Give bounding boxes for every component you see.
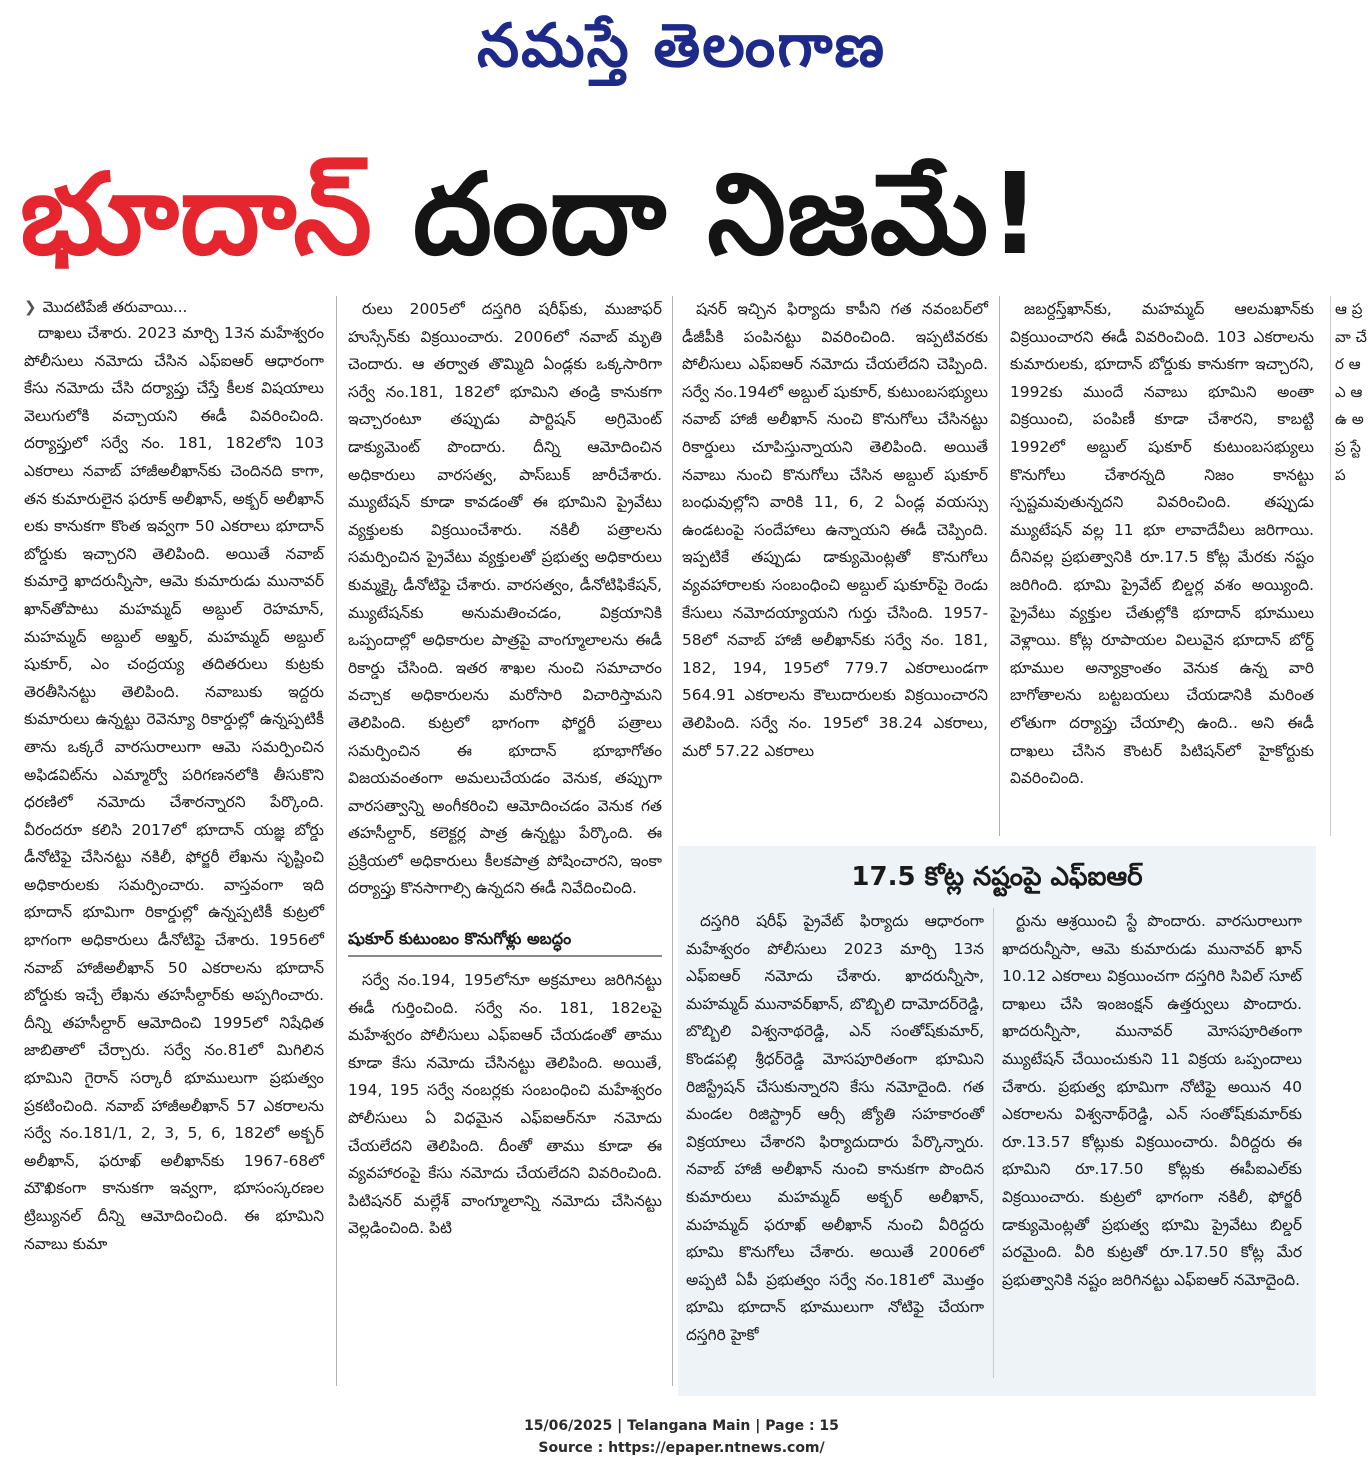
article-column-2 (348, 296, 662, 1386)
headline-black-part: దందా నిజమే! (412, 150, 1042, 280)
column-divider (672, 296, 673, 1386)
column-2-paragraph-2: సర్వే నం.194, 195లోనూ అక్రమాలు జరిగినట్టు ఈడీ గుర్తించింది. సర్వే నం. 181, 182లపై మహేశ్వరం పోలీసులు ఎఫ్‌ఐఆర్ చేయడంతో తాము కూడా కేసు నమోదు చేసినట్టు తెలిపింది. అయితే, 194, 195 సర్వే నంబర్లకు సంబంధించి మహేశ్వరం పోలీసులు ఏ విధమైన ఎఫ్‌ఐఆర్‌నూ నమోదు చేయలేదని తెలిపింది. దీంతో తాము కూడా ఈ వ్యవహారంపై కేసు నమోదు చేయలేదని వివరించింది. పిటిషనర్ మల్లేశ్ వాంగ్మూలాన్ని నమోదు చేసినట్టు వెల్లడించింది. పిటి (348, 971, 662, 1238)
column-1-paragraph: దాఖలు చేశారు. 2023 మార్చి 13న మహేశ్వరం పోలీసులు నమోదు చేసిన ఎఫ్‌ఐఆర్ ఆధారంగా కేసు నమోదు చేసి దర్యాప్తు చేస్తే కీలక విషయాలు వెలుగులోకి వచ్చాయని ఈడీ వివరించింది. దర్యాప్తులో సర్వే నం. 181, 182లోని 103 ఎకరాలు నవాబ్ హాజీఅలీఖాన్‌కు చెందినది కాగా, తన కుమారులైన ఫరూక్ అలీఖాన్, అక్బర్ అలీఖాన్ లకు కానుకగా కొంత ఇవ్వగా 50 ఎకరాలు భూదాన్ బోర్డుకు ఇచ్చారని తెలిపింది. అయితే నవాబ్ కుమార్తె ఖాదరున్నీసా, ఆమె కుమారుడు మునావర్ ఖాన్‌తోపాటు మహమ్మద్ అబ్దుల్ రెహమాన్, మహమ్మద్ అబ్దుల్ అఖ్తర్, మహమ్మద్ అబ్దుల్ షుకూర్, ఎం చంద్రయ్య తదితరులు కుట్రకు తెరతీసినట్టు తెలిపింది. నవాబుకు ఇద్దరు కుమారులు ఉన్నట్టు రెవెన్యూ రికార్డుల్లో ఉన్నప్పటికీ తాను ఒక్కరే వారసురాలుగా ఆమె సమర్పించిన అఫిడవిట్‌ను ఎమ్మార్వో పరిగణనలోకి తీసుకొని ధరణిలో నమోదు చేశారన్నారని పేర్కొంది. వీరందరూ కలిసి 2017లో భూదాన్ యజ్ఞ బోర్డు డీనోటిఫై చేసినట్టు నకిలీ, ఫోర్జరీ లేఖను సృష్టించి అధికారులకు సమర్పించారు. వాస్తవంగా ఇది భూదాన్ భూమిగా రికార్డుల్లో ఉన్నప్పటికీ కుట్రలో భాగంగా అధికారులు డీనోటిఫై చేశారు. 1956లో నవాబ్ హాజీఅలీఖాన్ 50 ఎకరాలను భూదాన్ బోర్డుకు ఇచ్చే లేఖను తహసీల్దార్‌కు అప్పగించారు. దీన్ని తహసీల్దార్ ఆమోదించి 1995లో నిషేధిత జాబితాలో చేర్చారు. సర్వే నం.81లో మిగిలిన భూమిని గైరాన్ సర్కారీ భూములుగా ప్రభుత్వం ప్రకటించింది. నవాబ్ హాజీఅలీఖాన్ 57 ఎకరాలను సర్వే నం.181/1, 2, 3, 5, 6, 182లో అక్బర్ అలీఖాన్, ఫరూఖ్ అలీఖాన్‌కు 1967-68లో మౌఖికంగా కానుకగా ఇవ్వగా, భూసంస్కరణల ట్రిబ్యునల్ దీన్ని ఆమోదించింది. ఈ భూమిని నవాబు కుమా (24, 324, 324, 1253)
sidebar-box-title: 17.5 కోట్ల నష్టంపై ఎఫ్‌ఐఆర్ (851, 862, 1143, 892)
column-divider (336, 296, 337, 1386)
column-2-paragraph-1: రులు 2005లో దస్తగిరి షరీఫ్‌కు, ముజాఫర్ హుస్సేన్‌కు విక్రయించారు. 2006లో నవాబ్ మృతి చెందారు. ఆ తర్వాత తొమ్మిది ఏండ్లకు ఒక్కసారిగా సర్వే నం.181, 182లో భూమిని తండ్రి కానుకగా ఇచ్చారంటూ తప్పుడు పార్టిషన్ అగ్రిమెంట్ డాక్యుమెంట్ పొందారు. దీన్ని ఆమోదించిన అధికారులు వారసత్వ, పాస్‌బుక్ జారీచేశారు. మ్యుటేషన్ కూడా కావడంతో ఈ భూమిని ప్రైవేటు వ్యక్తులకు విక్రయించేశారు. నకిలీ పత్రాలను సమర్పించిన ప్రైవేటు వ్యక్తులతో ప్రభుత్వ అధికారులు కుమ్మక్కై డీనోటిఫై చేశారు. వారసత్వం, డీనోటిఫికేషన్, మ్యుటేషన్‌కు అనుమతించడం, విక్రయానికి ఒప్పందాల్లో అధికారుల పాత్రపై వాంగ్మూలాలను ఈడీ రికార్డు చేసింది. ఇతర శాఖల నుంచి సమాచారం వచ్చాక అధికారులను మరోసారి విచారిస్తామని తెలిపింది. కుట్రలో భాగంగా ఫోర్జరీ పత్రాలు సమర్పించిన ఈ భూదాన్ భూభాగోతం విజయవంతంగా అమలుచేయడం వెనుక, తప్పుగా వారసత్వాన్ని అంగీకరించి ఆమోదించడం వెనుక గత తహసీల్దార్, కలెక్టర్ల పాత్ర ఉన్నట్టు పేర్కొంది. ఈ ప్రక్రియలో అధికారులు కీలకపాత్ర పోషించారని, ఇంకా దర్యాప్తు కొనసాగాల్సి ఉన్నదని ఈడీ నివేదించింది. (348, 300, 662, 898)
sidebar-box-column-2 (1002, 908, 1302, 1388)
column-3-paragraph: షనర్ ఇచ్చిన ఫిర్యాదు కాపీని గత నవంబర్‌లో డీజీపీకి పంపినట్టు వివరించింది. ఇప్పటివరకు పోలీసులు ఎఫ్‌ఐఆర్ నమోదు చేయలేదని చెప్పింది. సర్వే నం.194లో అబ్దుల్ షుకూర్, కుటుంబసభ్యులు నవాబ్ హాజీ అలీఖాన్ నుంచి కొనుగోలు చేసినట్టు రికార్డులు చూపిస్తున్నాయని తెలిపింది. అయితే నవాబు నుంచి కొనుగోలు చేసిన అబ్దుల్ షుకూర్ బంధువుల్లోని వారికి 11, 6, 2 ఏండ్ల వయస్సు ఉండటంపై సందేహాలు ఉన్నాయని ఈడీ చెప్పింది. ఇప్పటికే తప్పుడు డాక్యుమెంట్లతో కొనుగోలు వ్యవహారాలకు సంబంధించి అబ్దుల్ షుకూర్‌పై రెండు కేసులు నమోదయ్యాయని గుర్తు చేసింది. 1957-58లో నవాబ్ హాజీ అలీఖాన్‌కు సర్వే నం. 181, 182, 194, 195లో 779.7 ఎకరాలుండగా 564.91 ఎకరాలను కౌలుదారులకు విక్రయించారని తెలిపింది. సర్వే నం. 195లో 38.24 ఎకరాలు, మరో 57.22 ఎకరాలు (682, 300, 988, 760)
article-column-1 (24, 296, 324, 1386)
article-column-3 (682, 296, 988, 836)
sidebar-box-paragraph-2: ర్టును ఆశ్రయించి స్టే పొందారు. వారసురాలుగా ఖాదరున్నీసా, ఆమె కుమారుడు మునావర్ ఖాన్ 10.12 ఎకరాలు విక్రయించగా దస్తగిరి సివిల్ సూట్ దాఖలు చేసి ఇంజంక్షన్ ఉత్తర్వులు పొందారు. ఖాదరున్నీసా, మునావర్ మోసపూరితంగా మ్యుటేషన్ చేయించుకుని 11 విక్రయ ఒప్పందాలు చేశారు. ప్రభుత్వ భూమిగా నోటిఫై అయిన 40 ఎకరాలను విశ్వనాథ్‌రెడ్డి, ఎన్ సంతోష్‌కుమార్‌కు రూ.13.57 కోట్లుకు విక్రయించారు. వీరిద్దరు ఈ భూమిని రూ.17.50 కోట్లకు ఈపీఐఎల్‌కు విక్రయించారు. కుట్రలో భాగంగా నకిలీ, ఫోర్జరీ డాక్యుమెంట్లతో ప్రభుత్వ భూమి ప్రైవేటు బిల్డర్ పరమైంది. వీరి కుట్రతో రూ.17.50 కోట్ల మేర ప్రభుత్వానికి నష్టం జరిగినట్టు ఎఫ్‌ఐఆర్ నమోదైంది. (1002, 912, 1302, 1289)
jump-line-text: మొదటిపేజీ తరువాయి... (42, 298, 188, 316)
chevron-right-icon: ❯ (24, 298, 37, 316)
headline-red-part: భూదాన్ (20, 150, 373, 280)
adjacent-article-strip: ఆ ప్ర వా చే ర ఆ ఎ ఆ ఉ అ ప్ర స్టే ప (1330, 296, 1368, 836)
continued-from-front-page[interactable] (24, 296, 324, 318)
article-column-4 (1010, 296, 1314, 836)
footer-edition-info: 15/06/2025 | Telangana Main | Page : 15 (524, 1418, 839, 1434)
column-divider (999, 296, 1000, 836)
footer-source-link[interactable]: Source : https://epaper.ntnews.com/ (538, 1440, 825, 1456)
section-subhead: షుకూర్ కుటుంబం కొనుగోళ్లు అబద్ధం (348, 927, 662, 957)
column-4-paragraph: జబర్దస్త్‌ఖాన్‌కు, మహమ్మద్ ఆలమఖాన్‌కు విక్రయించారని ఈడీ వివరించింది. 103 ఎకరాలను కుమారులకు, భూదాన్ బోర్డుకు కానుకగా ఇచ్చారని, 1992కు ముందే నవాబు భూమిని అంతా విక్రయించి, పంపిణీ కూడా చేశారని, కాబట్టి 1992లో అబ్దుల్ షుకూర్ కుటుంబసభ్యులు కొనుగోలు చేశారన్నది నిజం కానట్టు స్పష్టమవుతున్నదని వివరించింది. తప్పుడు మ్యుటేషన్ వల్ల 11 భూ లావాదేవీలు జరిగాయి. దీనివల్ల ప్రభుత్వానికి రూ.17.5 కోట్ల మేరకు నష్టం జరిగింది. భూమి ప్రైవేట్ బిల్డర్ల వశం అయ్యింది. ప్రైవేటు వ్యక్తుల చేతుల్లోకి భూదాన్ భూములు వెళ్లాయి. కోట్ల రూపాయల విలువైన భూదాన్ బోర్డ్ భూముల అన్యాక్రాంతం వెనుక ఉన్న వారి బాగోతాలను బట్టబయలు చేయడానికి మరింత లోతుగా దర్యాప్తు చేయాల్సి ఉంది.. అని ఈడీ దాఖలు చేసిన కౌంటర్ పిటిషన్‌లో హైకోర్టుకు వివరించింది. (1010, 300, 1314, 788)
sidebar-box-divider (993, 908, 994, 1378)
sidebar-box-paragraph-1: దస్తగిరి షరీఫ్ ప్రైవేట్ ఫిర్యాదు ఆధారంగా మహేశ్వరం పోలీసులు 2023 మార్చి 13న ఎఫ్‌ఐఆర్ నమోదు చేశారు. ఖాదరున్నీసా, మహమ్మద్ మునావర్‌ఖాన్, బొబ్బిలి దామోదర్‌రెడ్డి, బొబ్బిలి విశ్వనాథరెడ్డి, ఎన్ సంతోష్‌కుమార్, కొండపల్లి శ్రీధర్‌రెడ్డి మోసపూరితంగా భూమిని రిజిస్ట్రేషన్ చేసుకున్నారని కేసు నమోదైంది. గత మండల రిజిస్ట్రార్ ఆర్సీ జ్యోతి సహకారంతో విక్రయాలు చేశారని ఫిర్యాదుదారు పేర్కొన్నారు. నవాబ్ హాజీ అలీఖాన్ నుంచి కానుకగా పొందిన కుమారులు మహమ్మద్ అక్బర్ అలీఖాన్, మహమ్మద్ ఫరూఖ్ అలీఖాన్ నుంచి వీరిద్దరు భూమి కొనుగోలు చేశారు. అయితే 2006లో అప్పటి ఏపీ ప్రభుత్వం సర్వే నం.181లో మొత్తం భూమి భూదాన్ భూములుగా నోటిఫై చేయగా దస్తగిరి హైకో (686, 912, 984, 1344)
sidebar-box-column-1 (686, 908, 984, 1388)
headline (20, 140, 1320, 290)
sidebar-box (678, 846, 1316, 1396)
newspaper-masthead: నమస్తే తెలంగాణ (476, 11, 887, 81)
